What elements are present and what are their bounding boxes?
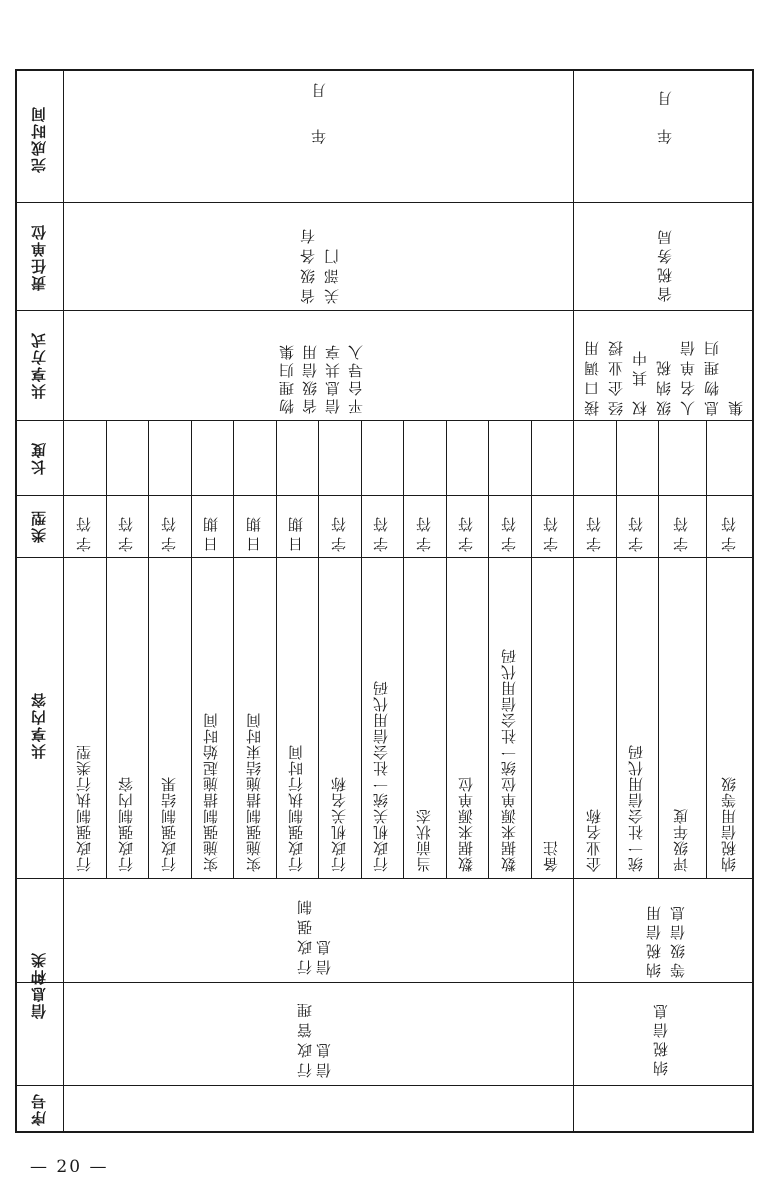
content-cell: 行政机关统一社会信用代码: [372, 680, 390, 872]
header-divider: [63, 69, 64, 1133]
group-a-subcategory: [296, 883, 344, 975]
group-b-share-method: [580, 316, 748, 416]
type-cell: 字符: [415, 512, 433, 552]
share-method-line: 信息共享: [324, 342, 342, 414]
row-divider: [318, 420, 319, 878]
row-divider: [531, 420, 532, 878]
share-method-line: 人名单信: [679, 336, 697, 416]
content-cell: 数据来源单位: [457, 776, 475, 872]
group-divider: [573, 69, 574, 1133]
share-method-line: 集: [727, 396, 745, 416]
content-cell: 统一社会信用代码: [627, 744, 645, 872]
row-divider: [706, 420, 707, 878]
group-b-responsible-unit: 省税务局: [656, 226, 674, 302]
table-border-bottom: [15, 1131, 754, 1133]
type-cell: 字符: [585, 512, 603, 552]
share-method-line: 省级信用: [301, 342, 319, 414]
page-number: — 20 —: [30, 1157, 109, 1177]
row-divider: [106, 420, 107, 878]
share-method-line: 息物理归: [703, 336, 721, 416]
type-cell: 日期: [202, 512, 220, 552]
share-method-line: 权 其中: [631, 346, 649, 416]
type-cell: 字符: [720, 512, 738, 552]
group-a-subcategory-line: 信息: [315, 935, 333, 975]
row-divider: [403, 420, 404, 878]
table-border-left: [15, 69, 17, 1133]
group-a-category-line: 信息: [315, 1038, 333, 1078]
share-method-line: 物理归集: [278, 342, 296, 414]
col-divider: [15, 495, 754, 496]
header-share-method: 共享方式: [30, 331, 48, 399]
group-a-category-line: 行政管理: [296, 998, 314, 1078]
col-divider: [15, 557, 754, 558]
share-method-line: 级纳税: [655, 356, 673, 416]
content-cell: 备注: [542, 840, 560, 872]
row-divider: [233, 420, 234, 878]
content-cell: 行政强制结果: [160, 776, 178, 872]
type-cell: 日期: [287, 512, 305, 552]
group-a-finish-month: 月: [310, 82, 328, 98]
type-cell: 字符: [75, 512, 93, 552]
type-cell: 日期: [245, 512, 263, 552]
header-content: 共享内容: [30, 691, 48, 759]
row-divider: [276, 420, 277, 878]
row-divider: [361, 420, 362, 878]
group-b-finish-month: 月: [656, 90, 674, 106]
col-divider: [15, 1085, 754, 1086]
type-cell: 字符: [542, 512, 560, 552]
content-cell: 行政强制执行类型: [75, 744, 93, 872]
group-b-finish-year: 年: [656, 128, 674, 144]
header-responsible-unit: 责任单位: [30, 223, 48, 291]
type-cell: 字符: [372, 512, 390, 552]
col-divider: [15, 982, 754, 983]
group-a-finish-year: 年: [310, 128, 328, 144]
group-b-subcategory-line: 等级信息: [669, 902, 687, 978]
group-b-subcategory: [642, 888, 690, 978]
group-a-category: [296, 986, 344, 1078]
type-cell: 字符: [457, 512, 475, 552]
type-cell: 字符: [627, 512, 645, 552]
content-cell: 实施强制措施结束时间: [245, 712, 263, 872]
header-seq: 序号: [30, 1092, 48, 1126]
col-divider: [15, 202, 754, 203]
group-b-category: 纳税信息: [652, 1000, 670, 1076]
type-cell: 字符: [160, 512, 178, 552]
table-border-right: [752, 69, 754, 1133]
responsible-unit-line: 省级各有: [299, 224, 317, 304]
group-b-subcategory-line: 纳税信用: [645, 902, 663, 978]
header-type: 类型: [30, 509, 48, 543]
share-method-line: 平台导入: [347, 342, 365, 414]
row-divider: [191, 420, 192, 878]
row-divider: [658, 420, 659, 878]
content-cell: 企业名称: [585, 808, 603, 872]
header-length: 长度: [30, 441, 48, 475]
row-divider: [148, 420, 149, 878]
content-cell: 行政强制执行时间: [287, 744, 305, 872]
col-divider: [15, 310, 754, 311]
type-cell: 字符: [500, 512, 518, 552]
content-cell: 当前状态: [415, 808, 433, 872]
type-cell: 字符: [672, 512, 690, 552]
content-cell: 纳税信用等级: [720, 776, 738, 872]
content-cell: 行政机关名称: [330, 776, 348, 872]
content-cell: 数据来源单位统一社会信用代码: [500, 648, 518, 872]
group-a-subcategory-line: 行政强制: [296, 895, 314, 975]
group-a-responsible-unit: [296, 214, 344, 304]
share-method-line: 经企业授: [607, 336, 625, 416]
col-divider: [15, 420, 754, 421]
table-border-top: [15, 69, 754, 71]
row-divider: [446, 420, 447, 878]
group-a-share-method: [276, 318, 368, 414]
row-divider: [616, 420, 617, 878]
share-method-line: 接口调用: [583, 336, 601, 416]
header-finish-time: 完成时间: [30, 105, 48, 173]
row-divider: [488, 420, 489, 878]
content-cell: 行政强制内容: [117, 776, 135, 872]
type-cell: 字符: [117, 512, 135, 552]
content-cell: 评级年度: [672, 808, 690, 872]
col-divider: [15, 878, 754, 879]
content-cell: 实施强制措施起始时间: [202, 712, 220, 872]
responsible-unit-line: 关部门: [323, 244, 341, 304]
header-info-type: 信息种类: [30, 951, 48, 1019]
type-cell: 字符: [330, 512, 348, 552]
